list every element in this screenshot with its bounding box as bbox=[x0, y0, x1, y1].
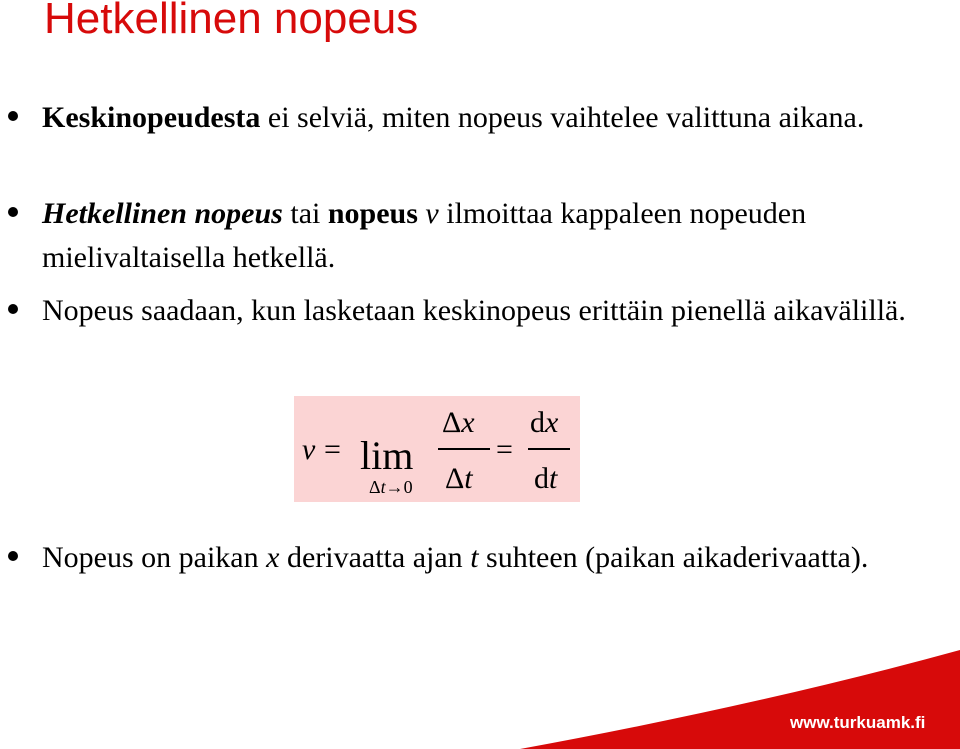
page-title: Hetkellinen nopeus bbox=[44, 0, 419, 43]
bullet-text: Nopeus saadaan, kun lasketaan keskinopeus erittäin pienellä aikavälillä. bbox=[42, 294, 906, 327]
formula-d: d bbox=[530, 406, 545, 439]
formula-delta: Δ bbox=[445, 462, 465, 495]
bold-term: Keskinopeudesta bbox=[42, 101, 261, 134]
formula-equals: = bbox=[324, 433, 341, 466]
bullet-text: derivaatta ajan bbox=[279, 541, 471, 574]
bullet-text: tai bbox=[282, 197, 328, 230]
formula-t: t bbox=[464, 462, 473, 495]
formula-lim: lim bbox=[360, 433, 414, 478]
formula-delta: Δ bbox=[442, 406, 462, 439]
formula-d: d bbox=[534, 462, 549, 495]
variable-t: t bbox=[470, 541, 479, 574]
swoosh-shape bbox=[520, 650, 960, 749]
formula-sub-zero: 0 bbox=[403, 477, 413, 497]
formula-equals: = bbox=[496, 433, 513, 466]
formula-sub-t: t bbox=[380, 477, 386, 497]
variable-v: v bbox=[425, 197, 439, 230]
formula-v: v bbox=[302, 433, 316, 466]
formula-t: t bbox=[549, 462, 558, 495]
variable-x: x bbox=[266, 541, 280, 574]
formula-x: x bbox=[545, 406, 559, 439]
bullet-text: ei selviä, miten nopeus vaihtelee valittuna aikana. bbox=[260, 101, 865, 134]
bold-term: nopeus bbox=[327, 197, 418, 230]
emphasized-term: Hetkellinen nopeus bbox=[42, 197, 283, 230]
bullet-text: ilmoittaa kappaleen nopeuden mielivaltaisella hetkellä. bbox=[42, 197, 807, 274]
footer-url: www.turkuamk.fi bbox=[790, 713, 926, 732]
formula-sub-delta: Δ bbox=[369, 477, 381, 497]
formula-x: x bbox=[461, 406, 475, 439]
formula-sub-arrow: → bbox=[385, 477, 404, 497]
bullet-text: suhteen (paikan aikaderivaatta). bbox=[478, 541, 869, 574]
bullet-text: Nopeus on paikan bbox=[42, 541, 267, 574]
